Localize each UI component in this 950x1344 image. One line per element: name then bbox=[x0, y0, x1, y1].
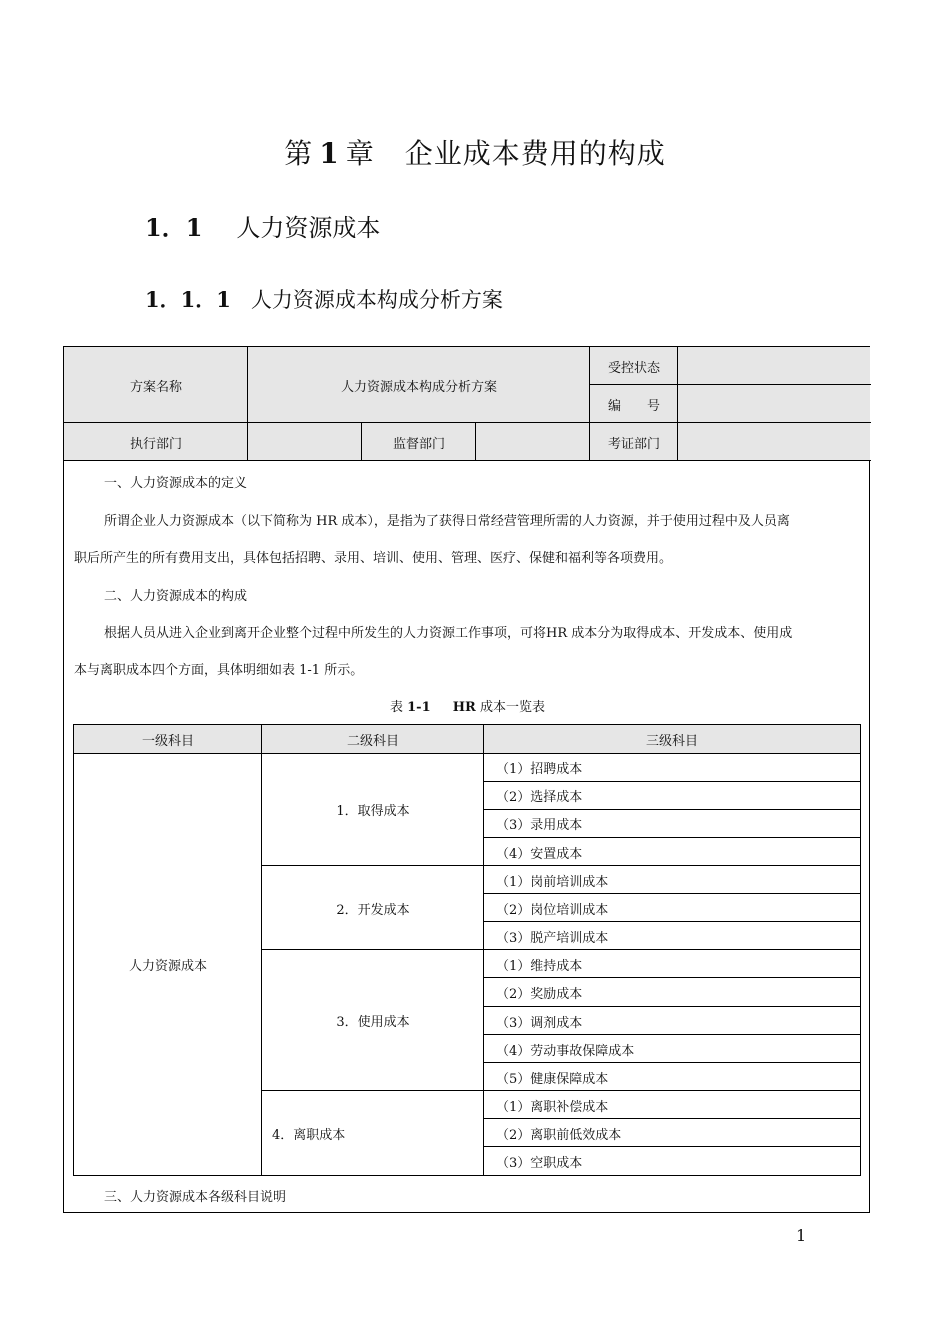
heading-explanation: 三、人力资源成本各级科目说明 bbox=[104, 1190, 287, 1205]
grid-line bbox=[74, 753, 860, 754]
caption-number: 1-1 bbox=[407, 700, 431, 715]
level3-item: （3）空职成本 bbox=[496, 1155, 583, 1171]
subsection-title bbox=[145, 284, 503, 314]
grid-line bbox=[484, 809, 860, 810]
subsection-name: 人力资源成本构成分析方案 bbox=[250, 288, 503, 312]
level3-item: （2）岗位培训成本 bbox=[496, 902, 609, 918]
grid-line bbox=[361, 423, 362, 461]
exec-dept-value-cell bbox=[248, 423, 362, 461]
chapter-suffix: 章 bbox=[345, 137, 375, 170]
section-title bbox=[145, 208, 380, 243]
plan-name-label: 方案名称 bbox=[129, 379, 182, 395]
number-label-cell bbox=[590, 385, 678, 423]
level3-item: （1）维持成本 bbox=[496, 958, 583, 974]
caption-prefix: 表 bbox=[389, 700, 403, 715]
grid-line bbox=[64, 460, 871, 461]
level2-label: 3．使用成本 bbox=[336, 1015, 410, 1030]
column-header-level3: 三级科目 bbox=[645, 733, 698, 749]
level3-item: （2）选择成本 bbox=[496, 789, 583, 805]
grid-line bbox=[475, 423, 476, 461]
page-number: 1 bbox=[796, 1226, 807, 1245]
exec-dept-label-cell bbox=[64, 423, 248, 461]
column-header bbox=[262, 725, 484, 753]
level3-item: （4）劳动事故保障成本 bbox=[496, 1043, 635, 1059]
plan-name-label-cell bbox=[64, 347, 248, 423]
level3-item: （1）招聘成本 bbox=[496, 761, 583, 777]
chapter-prefix: 第 bbox=[284, 137, 314, 170]
grid-line bbox=[484, 1118, 860, 1119]
level3-item: （3）脱产培训成本 bbox=[496, 930, 609, 946]
subsection-number: 1．1．1 bbox=[145, 287, 231, 312]
caption-hr: HR bbox=[452, 700, 476, 715]
verify-dept-value-cell bbox=[678, 423, 870, 461]
level2-cell bbox=[262, 866, 484, 950]
section-name: 人力资源成本 bbox=[236, 214, 381, 242]
grid-line bbox=[590, 384, 871, 385]
supervise-dept-label: 监督部门 bbox=[392, 436, 445, 452]
grid-line bbox=[589, 347, 590, 461]
verify-dept-label-cell bbox=[590, 423, 678, 461]
column-header bbox=[484, 725, 860, 753]
grid-line bbox=[262, 949, 860, 950]
grid-line bbox=[484, 837, 860, 838]
control-status-label-cell bbox=[590, 347, 678, 385]
grid-line bbox=[261, 725, 262, 1175]
paragraph-definition-line1: 所谓企业人力资源成本（以下简称为 HR 成本），是指为了获得日常经营管理所需的人力资源，并于使用过程中及人员离 bbox=[104, 514, 790, 529]
level3-item: （1）离职补偿成本 bbox=[496, 1099, 609, 1115]
grid-line bbox=[484, 1062, 860, 1063]
chapter-number: 1 bbox=[319, 137, 340, 170]
paragraph-composition-line1: 根据人员从进入企业到离开企业整个过程中所发生的人力资源工作事项，可将HR 成本分为取得成本、开发成本、使用成 bbox=[104, 626, 793, 641]
level2-label: 4．离职成本 bbox=[272, 1127, 346, 1143]
hr-cost-table bbox=[73, 724, 861, 1176]
level3-item: （2）奖励成本 bbox=[496, 986, 583, 1002]
level3-item: （3）调剂成本 bbox=[496, 1015, 583, 1031]
grid-line bbox=[677, 347, 678, 461]
caption-rest: 成本一览表 bbox=[480, 700, 546, 715]
grid-line bbox=[484, 1006, 860, 1007]
column-header-level1: 一级科目 bbox=[141, 733, 194, 749]
grid-line bbox=[64, 422, 871, 423]
heading-definition: 一、人力资源成本的定义 bbox=[104, 476, 248, 491]
grid-line bbox=[484, 921, 860, 922]
grid-line bbox=[484, 1034, 860, 1035]
exec-dept-label: 执行部门 bbox=[129, 436, 182, 452]
grid-line bbox=[483, 725, 484, 1175]
verify-dept-label: 考证部门 bbox=[607, 436, 660, 452]
level2-label: 2．开发成本 bbox=[336, 902, 410, 918]
table-caption bbox=[64, 689, 871, 727]
supervise-dept-value-cell bbox=[476, 423, 590, 461]
paragraph-composition-line2: 本与离职成本四个方面，具体明细如表 1-1 所示。 bbox=[74, 663, 364, 678]
level2-label: 1．取得成本 bbox=[336, 804, 410, 819]
number-label: 编 号 bbox=[607, 398, 660, 414]
section-number: 1．1 bbox=[145, 213, 203, 242]
level3-item: （2）离职前低效成本 bbox=[496, 1127, 622, 1143]
column-header-level2: 二级科目 bbox=[346, 733, 399, 749]
control-status-label: 受控状态 bbox=[607, 360, 660, 376]
grid-line bbox=[484, 893, 860, 894]
level2-cell bbox=[262, 753, 484, 866]
level3-item: （4）安置成本 bbox=[496, 846, 583, 862]
level2-cell bbox=[262, 950, 484, 1091]
grid-line bbox=[262, 1090, 860, 1091]
level1-cell bbox=[74, 753, 262, 1175]
heading-composition: 二、人力资源成本的构成 bbox=[104, 589, 248, 604]
level3-item: （1）岗前培训成本 bbox=[496, 874, 609, 890]
grid-line bbox=[484, 1146, 860, 1147]
chapter-title bbox=[0, 132, 950, 172]
plan-name-value-cell bbox=[248, 347, 590, 423]
grid-line bbox=[262, 865, 860, 866]
plan-name-value: 人力资源成本构成分析方案 bbox=[340, 379, 497, 395]
supervise-dept-label-cell bbox=[362, 423, 476, 461]
grid-line bbox=[247, 347, 248, 461]
paragraph-definition-line2: 职后所产生的所有费用支出，具体包括招聘、录用、培训、使用、管理、医疗、保健和福利等各项费用。 bbox=[74, 551, 673, 566]
level2-cell bbox=[272, 1091, 484, 1175]
number-value-cell bbox=[678, 385, 870, 423]
level3-item: （5）健康保障成本 bbox=[496, 1071, 609, 1087]
chapter-name: 企业成本费用的构成 bbox=[404, 137, 666, 170]
control-status-value-cell bbox=[678, 347, 870, 385]
grid-line bbox=[484, 977, 860, 978]
level3-item: （3）录用成本 bbox=[496, 817, 583, 833]
column-header bbox=[74, 725, 262, 753]
grid-line bbox=[484, 781, 860, 782]
level1-label: 人力资源成本 bbox=[128, 958, 207, 974]
